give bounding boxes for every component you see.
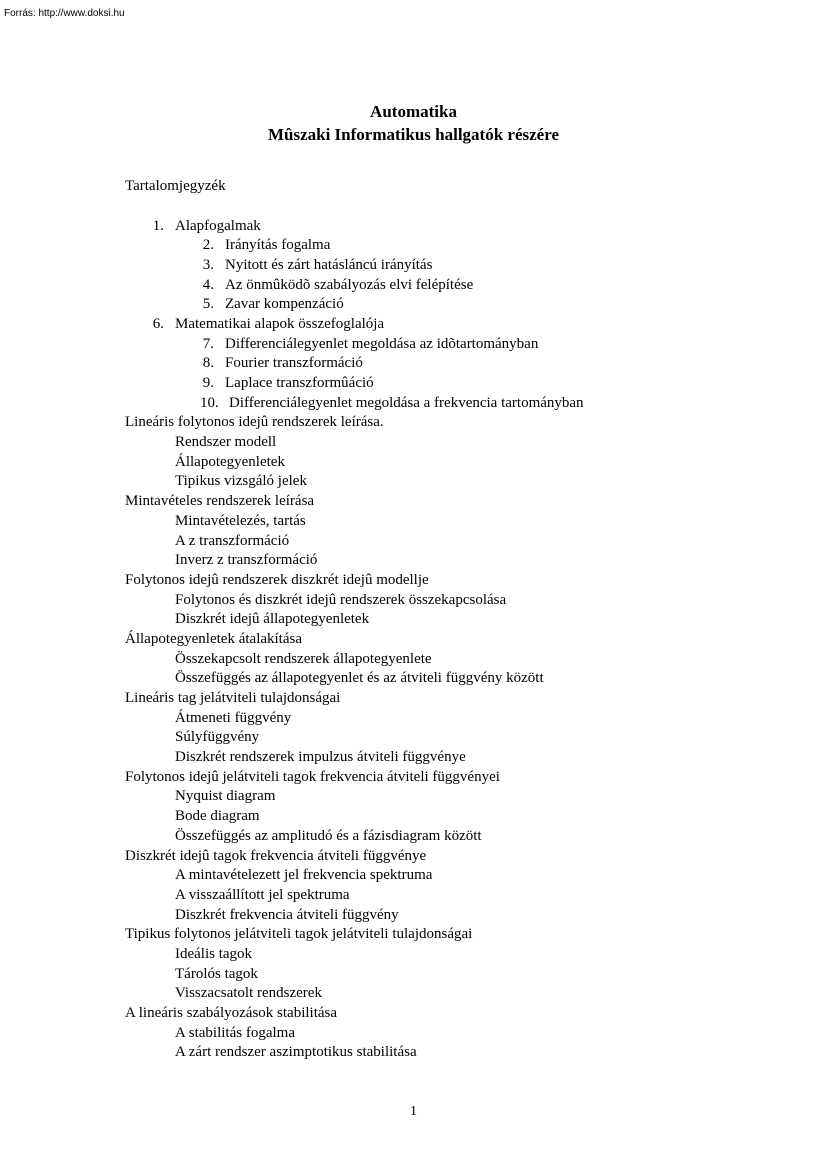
toc-item-text: Alapfogalmak xyxy=(175,217,261,234)
toc-item-text: Differenciálegyenlet megoldása a frekvencia tartományban xyxy=(229,394,584,411)
toc-section: Állapotegyenletek átalakítása xyxy=(125,630,303,647)
toc-subsection: Összefüggés az állapotegyenlet és az átviteli függvény között xyxy=(175,670,544,687)
toc-numbered-item xyxy=(0,315,827,335)
document-title: Automatika xyxy=(370,102,457,121)
toc-item-number: 8. xyxy=(202,355,214,372)
toc-subsection: Diszkrét rendszerek impulzus átviteli függvénye xyxy=(175,749,466,766)
toc-numbered-item xyxy=(0,354,827,374)
toc-numbered-item xyxy=(0,236,827,256)
toc-subsection: Tárolós tagok xyxy=(175,965,258,982)
toc-item-number: 3. xyxy=(202,256,214,273)
toc-item-text: Az önmûködõ szabályozás elvi felépítése xyxy=(225,276,474,293)
toc-item-text: Differenciálegyenlet megoldása az idõtartományban xyxy=(225,335,539,352)
toc-numbered-item xyxy=(0,335,827,355)
toc-item-text: Nyitott és zárt hatásláncú irányítás xyxy=(225,256,433,273)
toc-section: Folytonos idejû jelátviteli tagok frekvencia átviteli függvényei xyxy=(125,768,500,785)
toc-subsection: Összefüggés az amplitudó és a fázisdiagram között xyxy=(175,827,482,844)
toc-item-text: Matematikai alapok összefoglalója xyxy=(175,315,385,332)
toc-subsection: Inverz z transzformáció xyxy=(175,552,318,569)
toc-item-number: 10. xyxy=(200,394,219,411)
page-number: 1 xyxy=(410,1104,417,1119)
toc-numbered-item xyxy=(0,256,827,276)
toc-section: Diszkrét idejû tagok frekvencia átviteli függvénye xyxy=(125,847,427,864)
source-note: Forrás: http://www.doksi.hu xyxy=(4,8,125,19)
toc-subsection: Visszacsatolt rendszerek xyxy=(175,985,322,1002)
toc-subsection: Ideális tagok xyxy=(175,945,253,962)
table-of-contents xyxy=(0,217,827,1064)
toc-subsection: Állapotegyenletek xyxy=(175,453,285,470)
toc-subsection: A z transzformáció xyxy=(175,532,290,549)
toc-subsection: Diszkrét idejû állapotegyenletek xyxy=(175,611,370,628)
toc-subsection: Rendszer modell xyxy=(175,434,277,451)
toc-item-number: 5. xyxy=(202,296,214,313)
toc-subsection: Összekapcsolt rendszerek állapotegyenlete xyxy=(175,650,432,667)
toc-section: Mintavételes rendszerek leírása xyxy=(125,493,315,510)
document-subtitle: Mûszaki Informatikus hallgatók részére xyxy=(267,125,560,144)
toc-heading: Tartalomjegyzék xyxy=(125,178,226,194)
toc-subsection: A mintavételezett jel frekvencia spektruma xyxy=(175,867,433,884)
toc-item-text: Laplace transzformûáció xyxy=(225,375,374,391)
toc-numbered-item xyxy=(0,394,827,414)
toc-section: Folytonos idejû rendszerek diszkrét idejû modellje xyxy=(125,571,429,588)
toc-item-text: Fourier transzformáció xyxy=(225,355,363,372)
toc-item-number: 7. xyxy=(202,335,214,352)
toc-numbered-item xyxy=(0,276,827,296)
toc-subsection: Súlyfüggvény xyxy=(175,729,260,746)
toc-subsection: A visszaállított jel spektruma xyxy=(175,886,350,903)
toc-item-number: 1. xyxy=(152,217,164,234)
toc-subsection: Tipikus vizsgáló jelek xyxy=(175,473,307,490)
toc-numbered-item xyxy=(0,217,827,237)
toc-section: A lineáris szabályozások stabilitása xyxy=(125,1005,338,1021)
toc-numbered-item xyxy=(0,374,827,394)
toc-subsection: Nyquist diagram xyxy=(175,788,276,805)
toc-item-number: 9. xyxy=(202,375,214,391)
toc-section: Tipikus folytonos jelátviteli tagok jelátviteli tulajdonságai xyxy=(125,926,473,943)
toc-item-number: 2. xyxy=(202,237,214,254)
toc-subsection: Átmeneti függvény xyxy=(175,709,292,726)
toc-item-text: Zavar kompenzáció xyxy=(225,296,344,313)
toc-subsection: Bode diagram xyxy=(175,808,260,825)
toc-subsection: A stabilitás fogalma xyxy=(175,1024,295,1041)
toc-item-number: 6. xyxy=(152,315,164,332)
toc-section: Lineáris folytonos idejû rendszerek leírása. xyxy=(125,414,384,431)
toc-numbered-item xyxy=(0,295,827,315)
toc-subsection: Diszkrét frekvencia átviteli függvény xyxy=(175,906,399,923)
toc-item-number: 4. xyxy=(202,276,214,293)
toc-subsection: Mintavételezés, tartás xyxy=(175,512,306,529)
toc-subsection: A zárt rendszer aszimptotikus stabilitása xyxy=(175,1044,417,1061)
toc-item-text: Irányítás fogalma xyxy=(225,237,331,254)
toc-section: Lineáris tag jelátviteli tulajdonságai xyxy=(125,690,341,706)
toc-subsection: Folytonos és diszkrét idejû rendszerek összekapcsolása xyxy=(175,591,507,608)
